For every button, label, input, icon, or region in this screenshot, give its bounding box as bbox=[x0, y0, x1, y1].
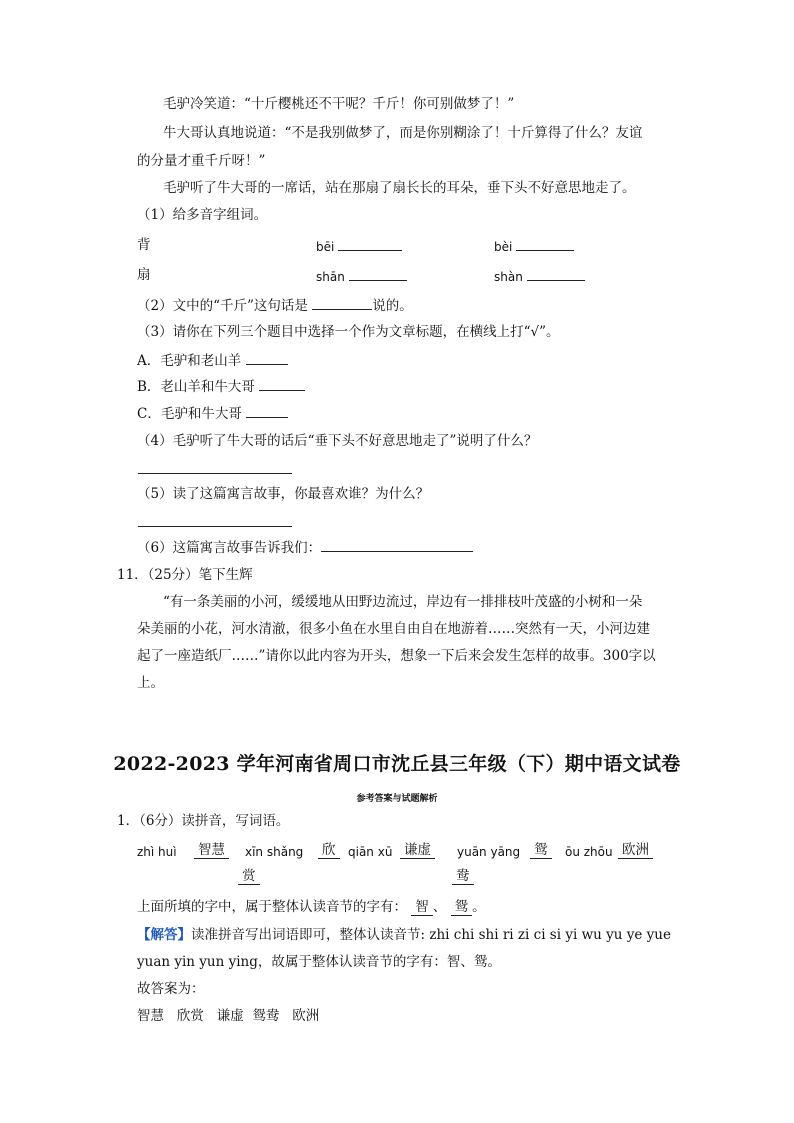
filled-word: 鸯 bbox=[452, 866, 474, 886]
story-paragraph-2a: 牛大哥认真地说道：“不是我别做梦了，而是你别糊涂了！十斤算得了什么？友谊 bbox=[163, 125, 643, 141]
answer-blank[interactable] bbox=[516, 236, 574, 251]
pinyin-text: yuān yāng bbox=[457, 845, 521, 859]
filled-word: 智慧 bbox=[194, 840, 229, 860]
polyphone-pinyin: bēi bbox=[316, 236, 402, 257]
option-a: A．毛驴和老山羊 bbox=[137, 350, 288, 371]
question-3-label: （3）请你在下列三个题目中选择一个作为文章标题，在横线上打“√”。 bbox=[137, 324, 560, 340]
pinyin-text: xīn shǎng bbox=[245, 845, 304, 859]
answer-blank[interactable] bbox=[527, 266, 585, 281]
answer-q1-label: 1．（6分）读拼音，写词语。 bbox=[117, 813, 290, 829]
question-4-label: （4）毛驴听了牛大哥的话后“垂下头不好意思地走了”说明了什么？ bbox=[137, 433, 538, 449]
answer-line[interactable] bbox=[138, 526, 292, 527]
polyphone-pinyin: bèi bbox=[494, 236, 574, 257]
filled-word: 欣 bbox=[318, 840, 340, 860]
jieda-tag: 【解答】 bbox=[137, 927, 191, 943]
pinyin-text: zhì huì bbox=[137, 845, 177, 859]
q11-text-line: 上。 bbox=[137, 675, 164, 691]
question-5-label: （5）读了这篇寓言故事，你最喜欢谁？为什么？ bbox=[137, 486, 430, 502]
answer-blank[interactable] bbox=[338, 236, 402, 251]
option-b: B．老山羊和牛大哥 bbox=[137, 376, 305, 397]
pinyin-text: qiān xū bbox=[348, 845, 393, 859]
answer-blank[interactable] bbox=[312, 295, 372, 310]
final-answers: 智慧 欣赏 谦虚 鸳鸯 欧洲 bbox=[137, 1008, 320, 1024]
story-paragraph-1: 毛驴冷笑道：“十斤樱桃还不干呢？千斤！你可别做梦了！” bbox=[163, 96, 515, 112]
option-c: C．毛驴和牛大哥 bbox=[137, 403, 288, 424]
final-label: 故答案为： bbox=[137, 981, 205, 997]
answer-title: 2022-2023 学年河南省周口市沈丘县三年级（下）期中语文试卷 bbox=[113, 753, 681, 775]
answer-line[interactable] bbox=[138, 473, 292, 474]
story-paragraph-3: 毛驴听了牛大哥的一席话，站在那扇了扇长长的耳朵，垂下头不好意思地走了。 bbox=[163, 180, 636, 196]
polyphone-pinyin: shàn bbox=[494, 266, 585, 287]
filled-word: 欧洲 bbox=[618, 840, 653, 860]
filled-word: 鸳 bbox=[530, 840, 552, 860]
zhengti-sentence: 上面所填的字中，属于整体认读音节的字有： 智 、 鸳 。 bbox=[137, 899, 486, 915]
polyphone-char: 背 bbox=[137, 237, 151, 253]
jieda-line-2: yuan yin yun ying，故属于整体认读音节的字有：智、鸳。 bbox=[137, 954, 501, 970]
polyphone-pinyin: shān bbox=[316, 266, 407, 287]
pinyin-text: ōu zhōu bbox=[565, 845, 613, 859]
q11-text-line: “有一条美丽的小河，缓缓地从田野边流过，岸边有一排排枝叶茂盛的小树和一朵 bbox=[163, 594, 643, 610]
answer-blank[interactable] bbox=[246, 403, 288, 418]
q11-text-line: 朵美丽的小花，河水清澈，很多小鱼在水里自由自在地游着……突然有一天，小河边建 bbox=[137, 621, 650, 637]
polyphone-char: 扇 bbox=[137, 267, 151, 283]
answer-blank[interactable] bbox=[246, 350, 288, 365]
answer-subtitle: 参考答案与试题解析 bbox=[356, 794, 438, 804]
answer-blank[interactable] bbox=[321, 537, 473, 552]
filled-word: 赏 bbox=[238, 866, 260, 886]
answer-blank[interactable] bbox=[349, 266, 407, 281]
question-2: （2）文中的“千斤”这句话是 说的。 bbox=[137, 295, 413, 316]
question-11-label: 11．（25分）笔下生辉 bbox=[117, 567, 253, 583]
story-paragraph-2b: 的分量才重千斤呀！” bbox=[137, 153, 266, 169]
jieda-line-1: 【解答】读准拼音写出词语即可，整体认读音节: zhi chi shi ri zi ci si yi wu yu ye yue bbox=[137, 927, 671, 943]
filled-word: 谦虚 bbox=[400, 840, 435, 860]
question-6: （6）这篇寓言故事告诉我们： bbox=[137, 537, 473, 558]
answer-blank[interactable] bbox=[259, 376, 305, 391]
question-1-label: （1）给多音字组词。 bbox=[137, 207, 268, 223]
q11-text-line: 起了一座造纸厂……”请你以此内容为开头，想象一下后来会发生怎样的故事。300字以 bbox=[137, 648, 656, 664]
